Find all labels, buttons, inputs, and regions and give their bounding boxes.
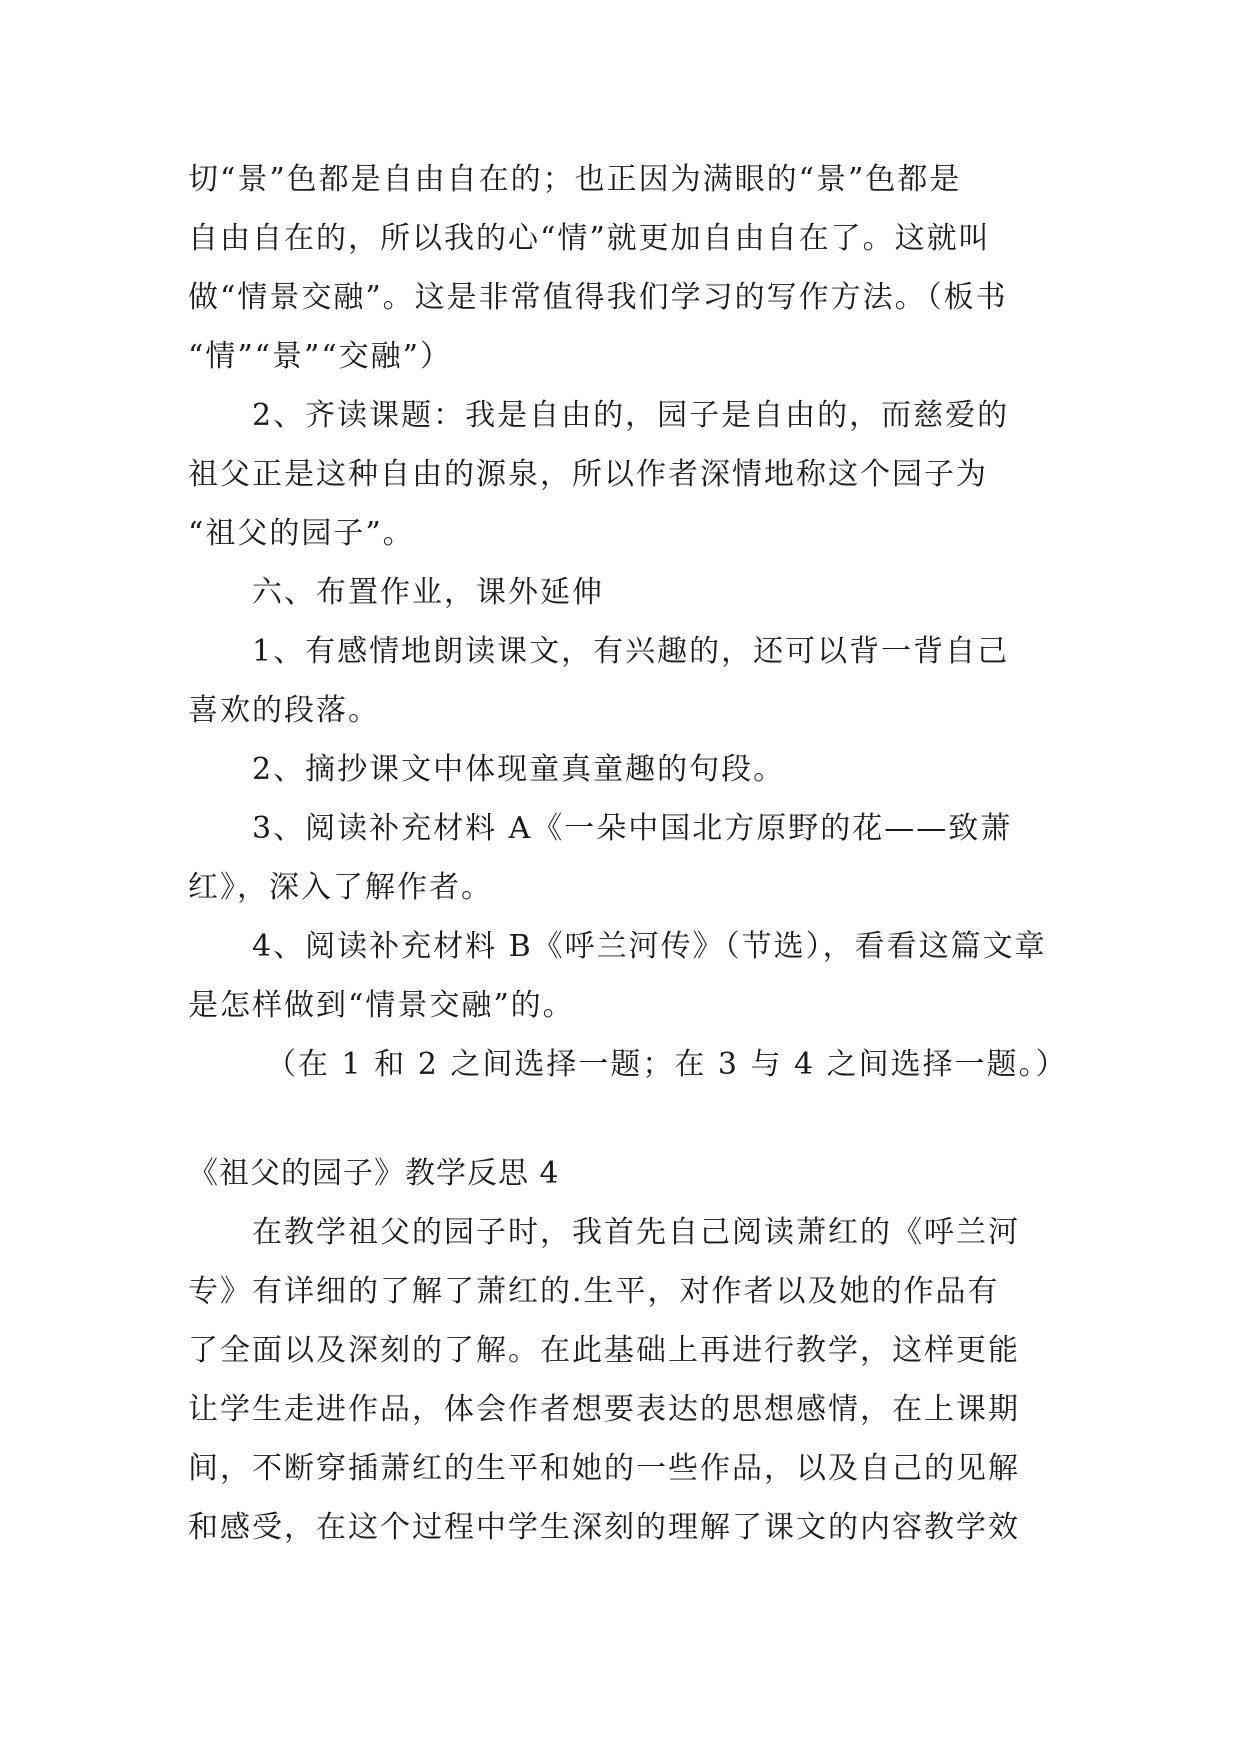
document-body [188,150,1068,1557]
reflection-line: 了全面以及深刻的了解。在此基础上再进行教学，这样更能 [188,1333,1020,1368]
paragraph-line: “情”“景”“交融”） [188,339,453,374]
homework-line: 1、有感情地朗读课文，有兴趣的，还可以背一背自己 [252,634,1010,669]
paragraph-line: “祖父的园子”。 [188,516,415,551]
homework-line: 3、阅读补充材料 A《一朵中国北方原野的花——致萧 [252,811,1013,846]
homework-item-2 [188,740,1058,799]
section-heading: 六、布置作业，课外延伸 [252,575,604,610]
paragraph-line: 祖父正是这种自由的源泉，所以作者深情地称这个园子为 [188,457,988,492]
reflection-line: 间，不断穿插萧红的生平和她的一些作品，以及自己的见解 [188,1451,1020,1486]
homework-line: 是怎样做到“情景交融”的。 [188,988,575,1023]
homework-line: 喜欢的段落。 [188,693,380,728]
homework-note: （在 1 和 2 之间选择一题；在 3 与 4 之间选择一题。） [266,1047,1068,1082]
homework-line: 红》，深入了解作者。 [188,870,493,905]
section-spacer [188,1094,1058,1144]
paragraph-line: 自由自在的，所以我的心“情”就更加自由自在了。这就叫 [188,221,991,256]
paragraph-continuation [188,150,1058,386]
paragraph-line: 2、齐读课题：我是自由的，园子是自由的，而慈爱的 [252,398,1010,433]
reflection-line: 专》有详细的了解了萧红的.生平，对作者以及她的作品有 [188,1274,1000,1309]
homework-line: 4、阅读补充材料 B《呼兰河传》（节选），看看这篇文章 [252,929,1047,964]
reflection-section [188,1144,1058,1557]
homework-item-3 [188,799,1058,917]
paragraph-read-title [188,386,1058,563]
reflection-line: 让学生走进作品，体会作者想要表达的思想感情，在上课期 [188,1392,1020,1427]
reflection-title: 《祖父的园子》教学反思 4 [188,1156,560,1191]
homework-line: 2、摘抄课文中体现童真童趣的句段。 [252,752,786,787]
reflection-line: 在教学祖父的园子时，我首先自己阅读萧红的《呼兰河 [252,1215,1020,1250]
section-homework [188,563,1068,1094]
homework-item-4 [188,917,1058,1035]
reflection-line: 和感受，在这个过程中学生深刻的理解了课文的内容教学效 [188,1510,1020,1545]
paragraph-line: 做“情景交融”。这是非常值得我们学习的写作方法。（板书 [188,280,1008,315]
homework-item-1 [188,622,1058,740]
paragraph-line: 切“景”色都是自由自在的；也正因为满眼的“景”色都是 [188,162,962,197]
